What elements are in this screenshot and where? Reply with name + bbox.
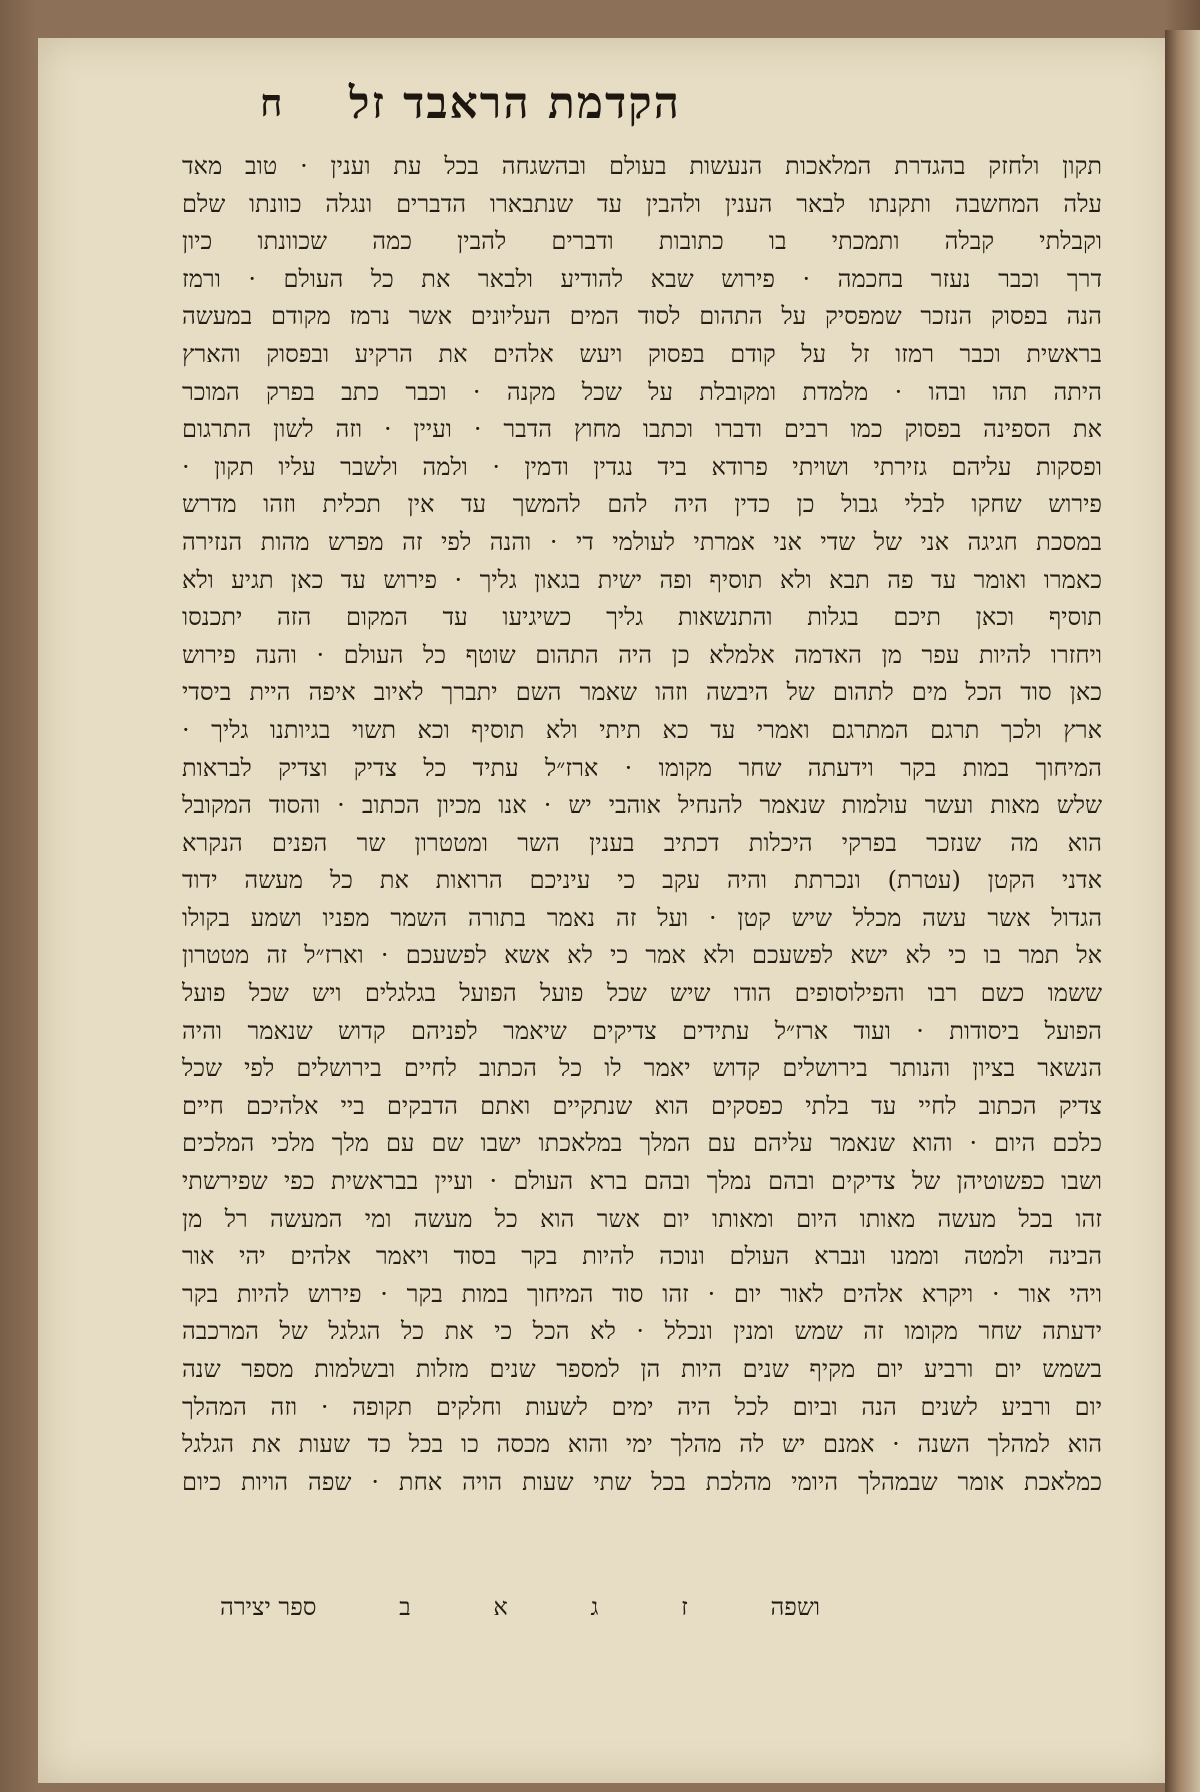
page-gutter-edge bbox=[1165, 30, 1200, 1792]
catchword: א bbox=[493, 1593, 508, 1621]
text-line: הנה בפסוק הנזכר שמפסיק על התהום לסוד המים העליונים אשר נרמז מקודם במעשה bbox=[182, 302, 1102, 331]
text-line: אל תמר בו כי לא ישא לפשעכם ולא אמר כי לא אשא לפשעכם · וארז״ל זה מטטרון bbox=[182, 941, 1102, 970]
text-line: כאמרו ואומר עד פה תבא ולא תוסיף ופה ישית בגאון גליך · פירוש עד כאן תגיע ולא bbox=[182, 565, 1102, 594]
text-line: כאן סוד הכל מים לתהום של היבשה וזהו שאמר השם יתברך לאיוב איפה היית ביסדי bbox=[182, 678, 1102, 707]
text-line: זהו בכל מעשה מאותו היום ומאותו יום אשר הוא כל מעשה ומי המעשה רל מן bbox=[182, 1204, 1102, 1233]
text-line: בשמש יום ורביע יום מקיף שנים היות הן למספר שנים מזלות ובשלמות מספר שנה bbox=[182, 1355, 1102, 1383]
text-line: הבינה ולמטה וממנו ונברא העולם ונוכה להיות בקר בסוד ויאמר אלהים יהי אור bbox=[182, 1242, 1102, 1271]
text-line: תוסיף וכאן תיכם בגלות והתנשאות גליך כשיגיעו עד המקום הזה יתכנסו bbox=[182, 603, 1102, 632]
catchword: ב bbox=[399, 1593, 411, 1621]
text-line: הנשאר בציון והנותר בירושלים קדוש יאמר לו כל הכתוב לחיים בירושלים לפי שכל bbox=[182, 1054, 1102, 1083]
text-line: תקון ולחזק בהגדרת המלאכות הנעשות בעולם ובהשגחה בכל עת וענין · טוב מאד bbox=[182, 152, 1102, 180]
text-line: יום ורביע לשנים הנה וביום לכל היה ימים לשעות וחלקים תקופה · וזה המהלך bbox=[182, 1392, 1102, 1421]
text-line: היתה תהו ובהו · מלמדת ומקובלת על שכל מקנה · וכבר כתב בפרק המוכר bbox=[182, 377, 1102, 406]
running-head: הקדמת הראבד זל bbox=[349, 78, 681, 129]
text-line: פירוש שחקו לבלי גבול כן כדין היה להם להמשך עד אין תכלית וזהו מדרש bbox=[182, 490, 1102, 519]
body-text bbox=[182, 148, 1102, 1501]
text-line: ויחזרו להיות עפר מן האדמה אלמלא כן היה התהום שוטף כל העולם · והנה פירוש bbox=[182, 640, 1102, 669]
text-line: הוא מה שנזכר בפרקי היכלות דכתיב בענין השר ומטטרון שר הפנים הנקרא bbox=[182, 828, 1102, 857]
text-line: הגדול אשר עשה מכלל שיש קטן · ועל זה נאמר בתורה השמר מפניו ושמע בקולו bbox=[182, 903, 1102, 932]
catchwords-line bbox=[220, 1593, 820, 1622]
text-line: כמלאכת אומר שבמהלך היומי מהלכת בכל שתי שעות הויה אחת · שפה הויות כיום bbox=[182, 1467, 1102, 1496]
catchword: ושפה bbox=[770, 1593, 820, 1621]
folio-number: ח bbox=[260, 80, 283, 125]
text-line: ידעתה שחר מקומו זה שמש ומנין ונכלל · לא הכל כי את כל הגלגל של המרכבה bbox=[182, 1317, 1102, 1346]
text-line: ארץ ולכך תרגם המתרגם ואמרי עד כא תיתי ולא תוסיף וכא תשוי בגיותנו גליך · bbox=[182, 715, 1102, 744]
catchword: ז bbox=[681, 1593, 688, 1621]
text-line: במסכת חגיגה אני של שדי אני אמרתי לעולמי די · והנה לפי זה מפרש מהות הנזירה bbox=[182, 527, 1102, 556]
text-line: בראשית וכבר רמזו זל על קודם בפסוק ויעש אלהים את הרקיע ובפסוק והארץ bbox=[182, 339, 1102, 368]
catchword: ג bbox=[590, 1593, 599, 1621]
text-line: ששמו כשם רבו והפילוסופים הודו שיש שכל פועל הפועל בגלגלים ויש שכל פועל bbox=[182, 979, 1102, 1008]
text-line: וקבלתי קבלה ותמכתי בו כתובות ודברים להבין כמה שכוונתו כיון bbox=[182, 227, 1102, 256]
text-line: אדני הקטן (עטרת) ונכרתת והיה עקב כי עיניכם הרואות את כל מעשה ידוד bbox=[182, 866, 1102, 895]
text-line: הפועל ביסודות · ועוד ארז״ל עתידים צדיקים שיאמר לפניהם קדוש שנאמר והיה bbox=[182, 1016, 1102, 1045]
text-line: ושבו כפשוטיהן של צדיקים ובהם נמלך ובהם ברא העולם · ועיין בבראשית כפי שפירשתי bbox=[182, 1167, 1102, 1196]
text-line: את הספינה בפסוק כמו רבים ודברו וכתבו מחוץ הדבר · ועיין · וזה לשון התרגום bbox=[182, 415, 1102, 444]
text-line: ופסקות עליהם גזירתי ושויתי פרודא ביד נגדין ודמין · ולמה ולשבר עליו תקון · bbox=[182, 452, 1102, 481]
text-line: שלש מאות ועשר עולמות שנאמר להנחיל אוהבי יש · אנו מכיון הכתוב · והסוד המקובל bbox=[182, 791, 1102, 820]
text-line: עלה המחשבה ותקנתו לבאר הענין ולהבין עד שנתבארו הדברים ונגלה כוונתו שלם bbox=[182, 189, 1102, 218]
text-line: ויהי אור · ויקרא אלהים לאור יום · זהו סוד המיחוך במות בקר · פירוש להיות בקר bbox=[182, 1279, 1102, 1308]
text-line: צדיק הכתוב לחיי עד בלתי כפסקים הוא שנתקיים ואתם הדבקים ביי אלהיכם חיים bbox=[182, 1091, 1102, 1120]
text-line: המיחוך במות בקר וידעתה שחר מקומו · ארז״ל עתיד כל צדיק וצדיק לבראות bbox=[182, 753, 1102, 782]
text-line: הוא למהלך השנה · אמנם יש לה מהלך ימי והוא מכסה כו בכל כד שעות את הגלגל bbox=[182, 1430, 1102, 1459]
text-line: דרך וכבר נעזר בחכמה · פירוש שבא להודיע ולבאר את כל העולם · ורמז bbox=[182, 264, 1102, 293]
text-line: כלכם היום · והוא שנאמר עליהם עם המלך במלאכתו ישבו שם עם מלך מלכי המלכים bbox=[182, 1129, 1102, 1158]
catchword: ספר יצירה bbox=[220, 1593, 317, 1621]
